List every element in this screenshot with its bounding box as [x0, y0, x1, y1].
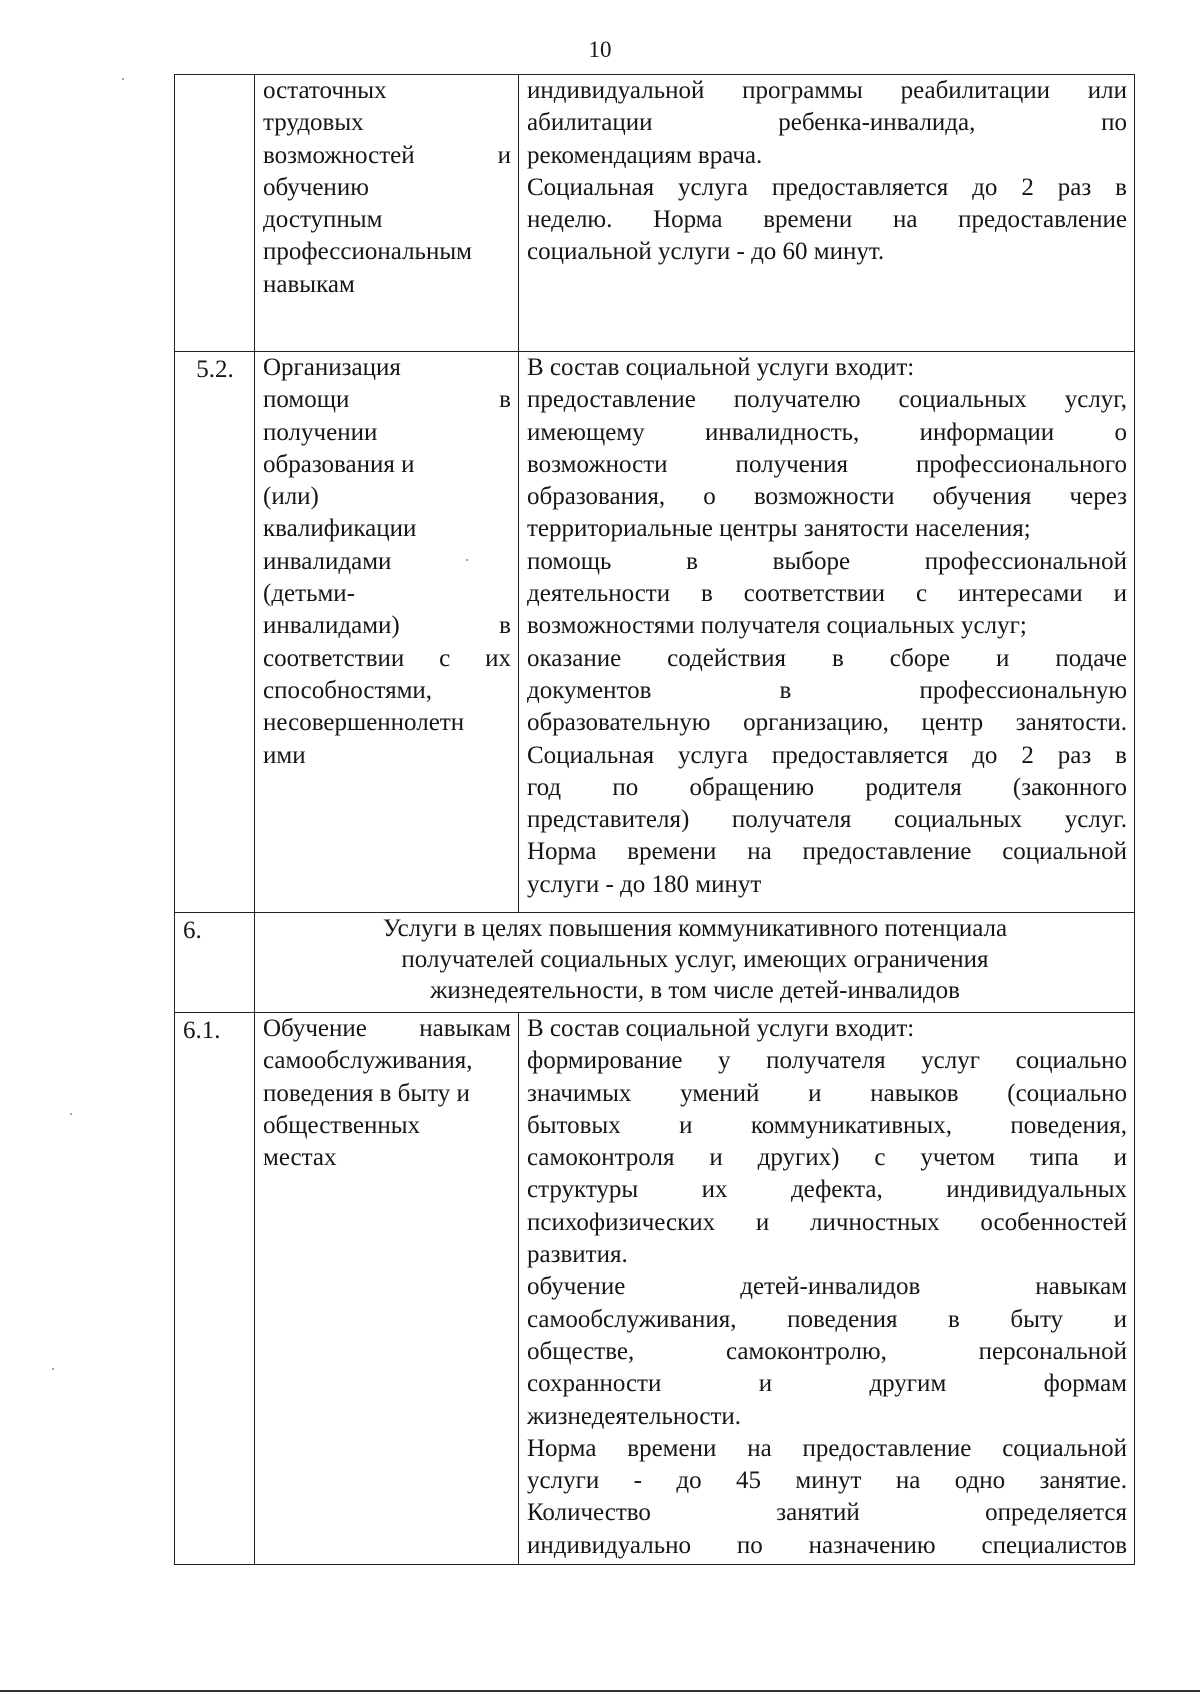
desc-line: обществе, самоконтролю, персональной [527, 1337, 1127, 1365]
section-title-line: получателей социальных услуг, имеющих ограничения [401, 946, 989, 973]
desc-line: возможностями получателя социальных услуг; [527, 612, 1027, 640]
desc-line: территориальные центры занятости населения; [527, 515, 1031, 543]
desc-line: развития. [527, 1241, 628, 1269]
name-line: образования и [263, 450, 415, 478]
desc-line: индивидуально по назначению специалистов [527, 1531, 1127, 1559]
name-line: (или) [263, 483, 319, 511]
desc-line: образования, о возможности обучения через [527, 483, 1127, 511]
desc-line: психофизических и личностных особенностей [527, 1208, 1127, 1236]
name-line: навыкам [263, 270, 355, 298]
table-row [175, 1013, 1135, 1565]
desc-line: обучение детей-инвалидов навыкам [527, 1273, 1127, 1301]
scan-speck [52, 1368, 54, 1370]
row-number [175, 75, 255, 352]
desc-line: социальной услуги - до 60 минут. [527, 238, 885, 266]
name-line: Обучение навыкам [263, 1015, 511, 1042]
name-line: трудовых [263, 109, 364, 137]
table-row [175, 352, 1135, 913]
name-line: остаточных [263, 77, 387, 104]
desc-line: самообслуживания, поведения в быту и [527, 1305, 1127, 1333]
desc-line: неделю. Норма времени на предоставление [527, 206, 1127, 234]
desc-line: значимых умений и навыков (социально [527, 1079, 1127, 1107]
desc-line: рекомендациям врача. [527, 141, 763, 169]
desc-line: предоставление получателю социальных услуг, [527, 386, 1127, 414]
name-line: инвалидами [263, 547, 392, 575]
name-line: Организация [263, 354, 401, 381]
desc-line: В состав социальной услуги входит: [527, 354, 915, 381]
row-number: 5.2. [175, 352, 255, 913]
desc-line: самоконтроля и других) с учетом типа и [527, 1144, 1127, 1172]
service-name [255, 352, 519, 913]
table-row [175, 75, 1135, 352]
name-line: помощи в [263, 386, 511, 414]
section-header-row [175, 913, 1135, 1013]
desc-line: год по обращению родителя (законного [527, 773, 1127, 801]
page-number: 10 [588, 37, 612, 62]
name-line: общественных [263, 1111, 421, 1139]
service-description [519, 352, 1135, 913]
service-name [255, 75, 519, 352]
desc-line: имеющему инвалидность, информации о [527, 418, 1127, 446]
desc-line: Социальная услуга предоставляется до 2 раз в [527, 741, 1127, 769]
desc-line: В состав социальной услуги входит: [527, 1015, 915, 1042]
section-title [255, 913, 1135, 1013]
name-line: получении [263, 418, 378, 446]
desc-line: структуры их дефекта, индивидуальных [527, 1176, 1127, 1204]
name-line: профессиональным [263, 238, 472, 266]
name-line: инвалидами) в [263, 612, 511, 640]
service-description [519, 75, 1135, 352]
desc-line: услуги - до 45 минут на одно занятие. [527, 1467, 1127, 1495]
bottom-scan-edge [0, 1690, 1200, 1692]
name-line: способностями, [263, 676, 433, 704]
name-line: ими [263, 741, 306, 769]
desc-line: абилитации ребенка-инвалида, по [527, 109, 1127, 137]
desc-line: документов в профессиональную [527, 676, 1127, 704]
desc-line: оказание содействия в сборе и подаче [527, 644, 1127, 672]
desc-line: формирование у получателя услуг социально [527, 1047, 1127, 1075]
row-number: 6.1. [175, 1013, 255, 1565]
services-table [174, 74, 1135, 1565]
desc-line: представителя) получателя социальных услуг. [527, 806, 1127, 834]
service-description [519, 1013, 1135, 1565]
desc-line: образовательную организацию, центр занятости. [527, 709, 1127, 737]
name-line: (детьми- [263, 580, 355, 608]
desc-line: Социальная услуга предоставляется до 2 раз в [527, 173, 1127, 201]
name-line: соответствии с их [263, 644, 511, 672]
section-title-line: жизнедеятельности, в том числе детей-инвалидов [430, 977, 960, 1004]
desc-line: бытовых и коммуникативных, поведения, [527, 1111, 1127, 1139]
name-line: местах [263, 1144, 337, 1172]
scan-speck [466, 559, 468, 561]
name-line: доступным [263, 206, 383, 234]
name-line: квалификации [263, 515, 417, 543]
desc-line: жизнедеятельности. [527, 1402, 742, 1430]
desc-line: помощь в выборе профессиональной [527, 547, 1127, 575]
desc-line: Количество занятий определяется [527, 1499, 1127, 1527]
scan-speck [70, 1113, 72, 1115]
desc-line: возможности получения профессионального [527, 450, 1127, 478]
section-number: 6. [175, 913, 255, 1013]
desc-line: сохранности и другим формам [527, 1370, 1127, 1398]
name-line: поведения в быту и [263, 1079, 470, 1107]
desc-line: услуги - до 180 минут [527, 870, 762, 898]
scan-speck [122, 78, 124, 80]
section-title-line: Услуги в целях повышения коммуникативного потенциала [382, 915, 1008, 942]
desc-line: Норма времени на предоставление социальной [527, 1434, 1127, 1462]
desc-line: Норма времени на предоставление социальной [527, 838, 1127, 866]
service-name [255, 1013, 519, 1565]
name-line: обучению [263, 173, 369, 201]
desc-line: деятельности в соответствии с интересами и [527, 580, 1127, 608]
name-line: несовершеннолетн [263, 709, 465, 737]
name-line: возможностей и [263, 141, 511, 169]
desc-line: индивидуальной программы реабилитации или [527, 77, 1127, 104]
name-line: самообслуживания, [263, 1047, 473, 1075]
